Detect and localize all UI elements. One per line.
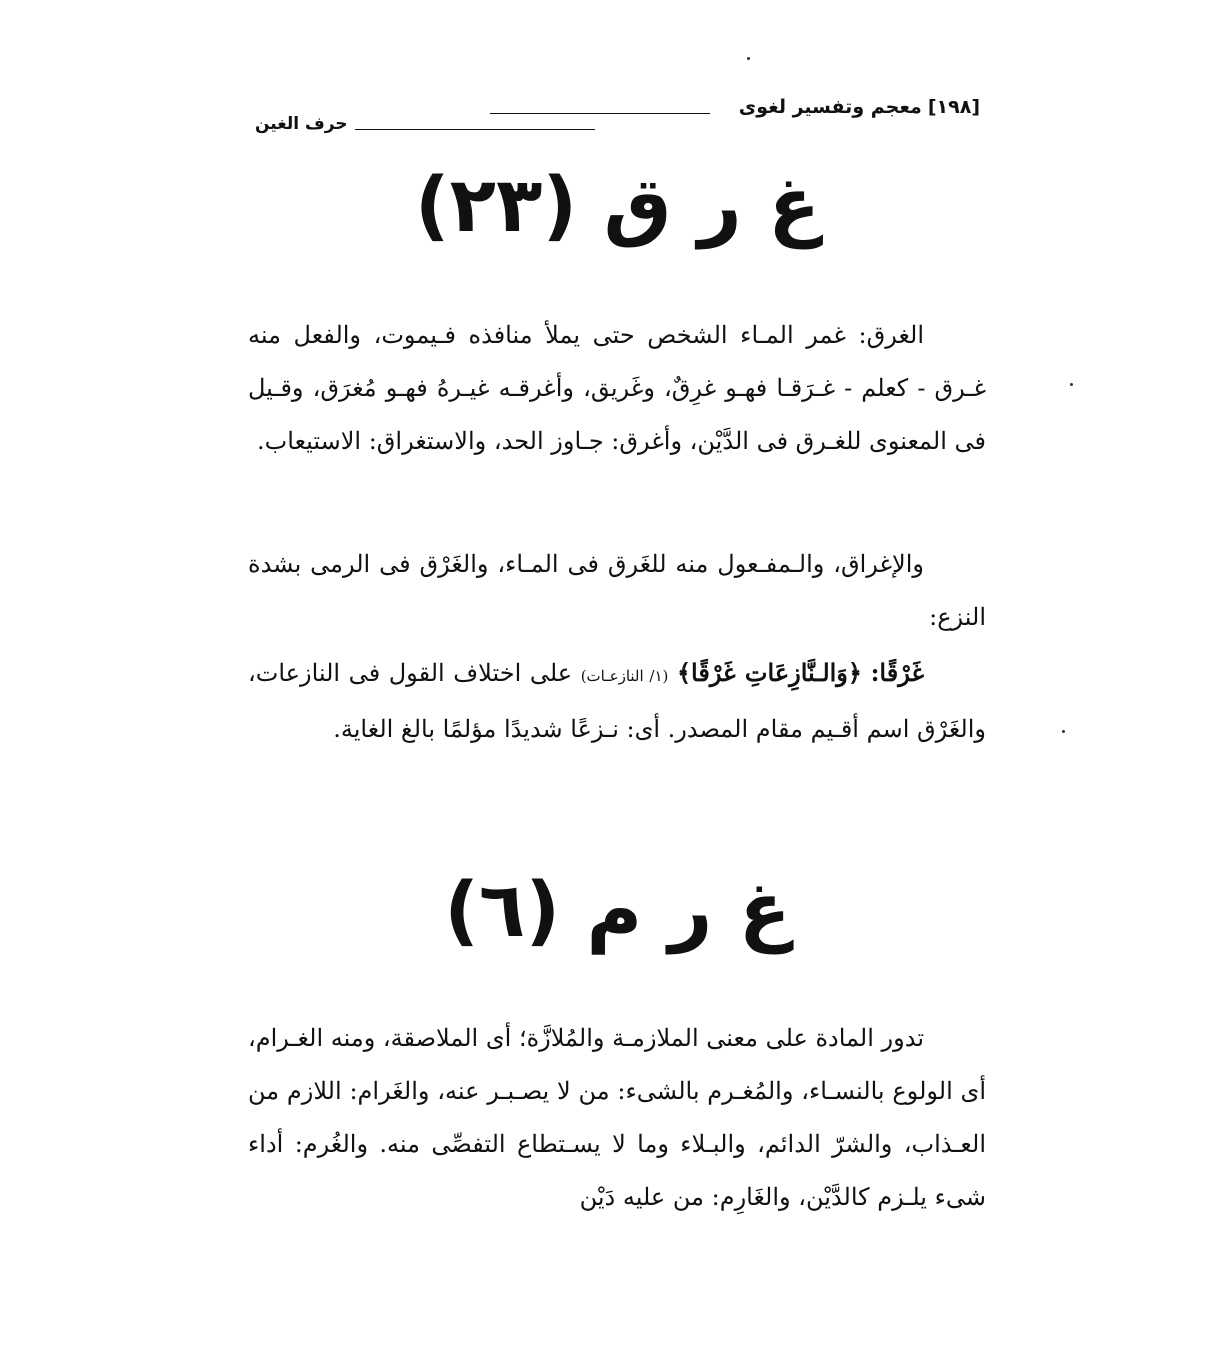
scan-speck (1070, 383, 1073, 386)
running-head (255, 96, 980, 136)
citation-paragraph (248, 646, 986, 756)
quran-verse: ﴿وَالـنَّازِعَاتِ غَرْقًا﴾ (676, 658, 862, 687)
section-title: حرف الغين (255, 114, 348, 134)
running-head-title-group (739, 96, 980, 118)
scan-speck (1062, 730, 1065, 733)
scan-speck (747, 57, 750, 60)
entry-paragraph: تدور المادة على معنى الملازمـة والمُلازَّة؛ أى الملاصقة، ومنه الغـرام، أى الولوع بالنسـاء، والمُغـرم بالشىء: من لا يصـبـر عنه، والغَرام: اللازم من العـذاب، والشرّ الدائم، والبـلاء وما لا يسـتطاع التفصِّى منه. والغُرم: أداء شىء يلـزم كالدَّيْن، والغَارِم: من عليه دَيْن (248, 1024, 986, 1211)
verse-reference: (١/ النازعـات) (580, 667, 669, 685)
running-head-rule (490, 113, 710, 114)
entry-heading: غ ر م (٦) (444, 865, 791, 954)
page-number: [١٩٨] (927, 96, 980, 118)
entry-paragraph: الغرق: غمر المـاء الشخص حتى يملأ منافذه فـيموت، والفعل منه غـرق - كعلم - غـرَقـا فهـو غرِقٌ، وغَريق، وأغرقـه غيـرهُ فهـو مُغرَق، وقـيل فى المعنوى للغـرق فى الدَّيْن، وأغرق: جـاوز الحد، والاستغراق: الاستيعاب. (248, 321, 986, 455)
citation-text: على اختلاف القول فى النازعات، والغَرْق اسم أقـيم مقام المصدر. أى: نـزعًا شديدًا مؤلمًا بالغ الغاية. (248, 659, 986, 743)
entry-heading: غ ر ق (٢٣) (414, 160, 821, 249)
running-head-rule (355, 129, 595, 130)
entry-paragraph: والإغراق، والـمفـعول منه للغَرق فى المـاء، والغَرْق فى الرمى بشدة النزع: (248, 550, 986, 631)
headword: غَرْقًا: (870, 658, 924, 687)
book-title: معجم وتفسير لغوى (738, 96, 922, 118)
